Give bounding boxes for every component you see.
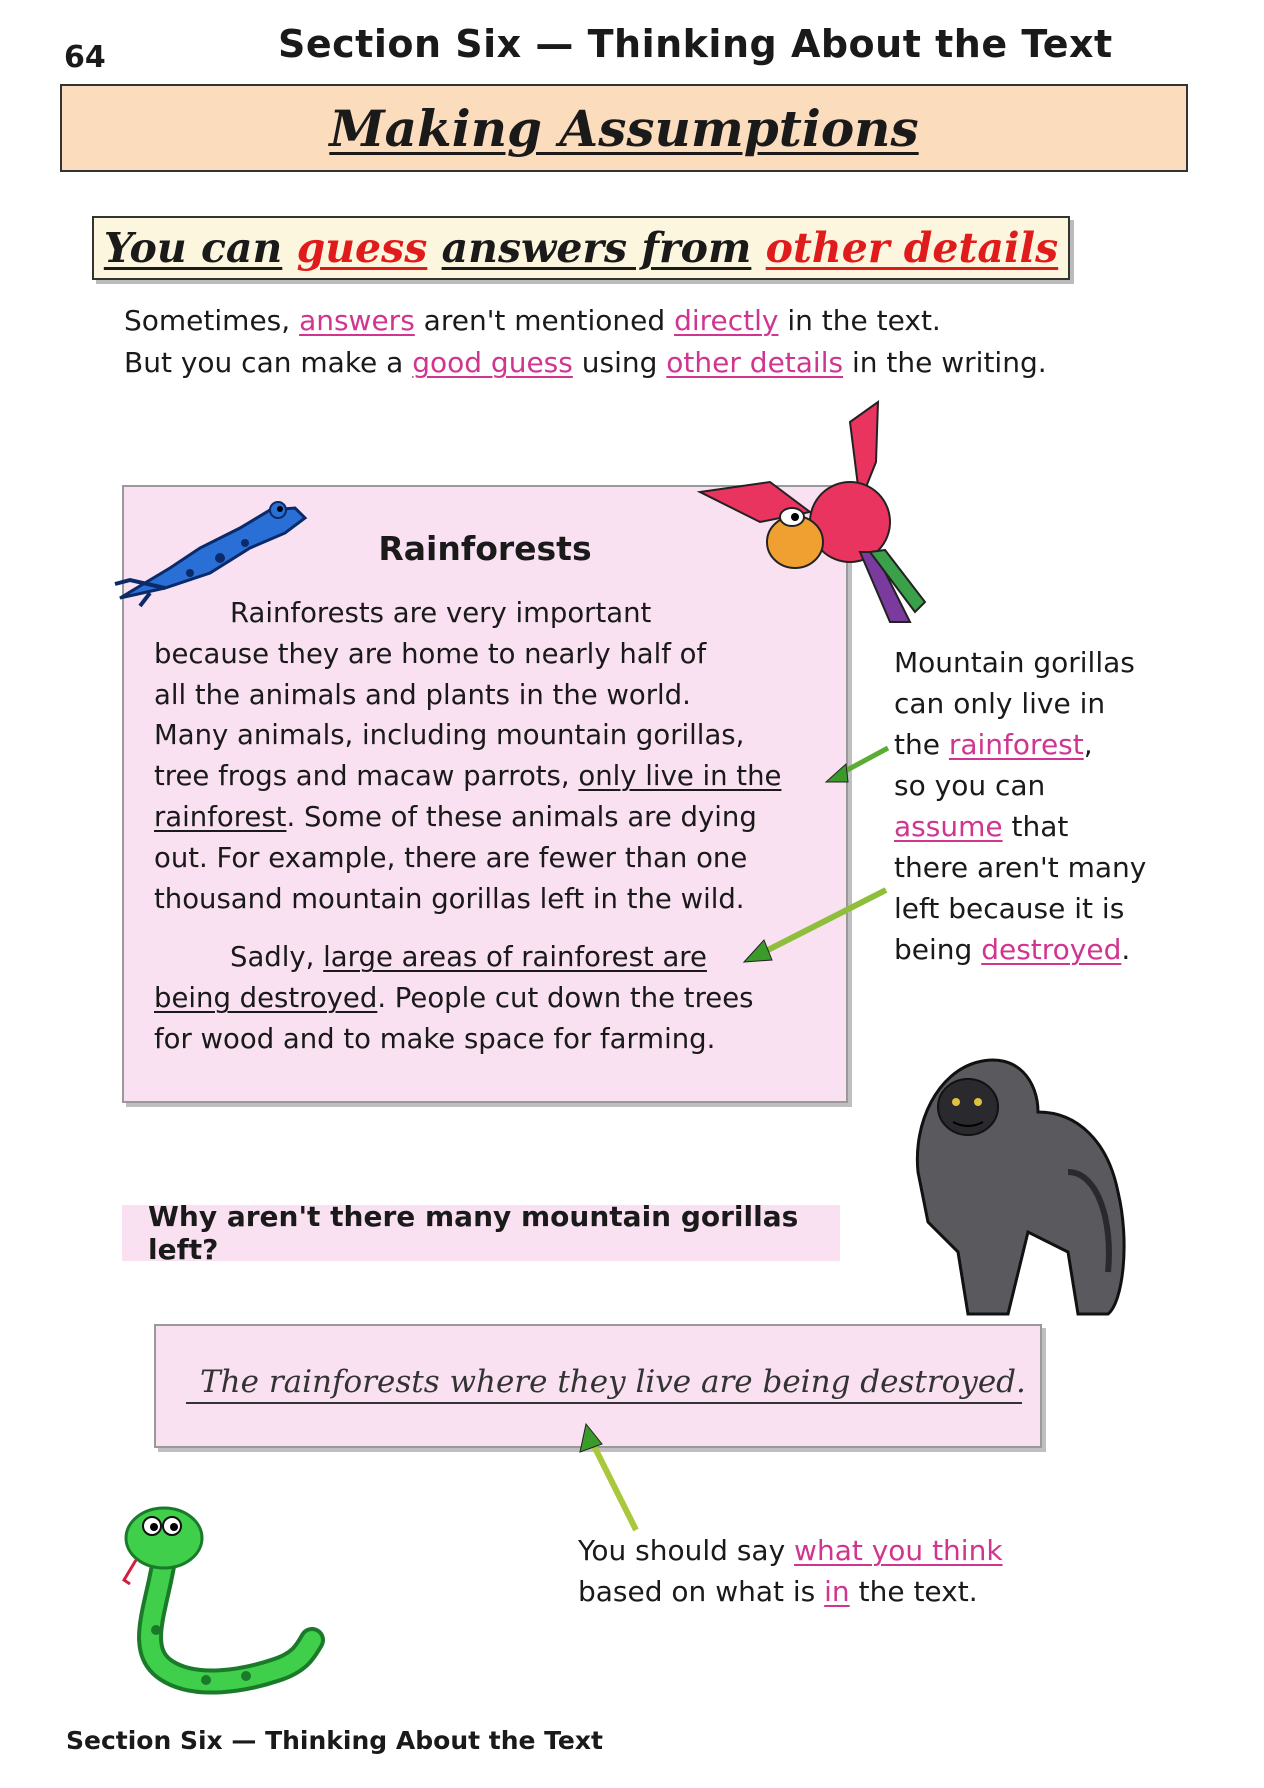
snake-illustration <box>116 1500 336 1700</box>
side-note-line: can only live in <box>894 687 1106 720</box>
key-phrase: rainforest <box>154 800 287 833</box>
side-note-line: left because it is <box>894 892 1125 925</box>
page-header: Section Six — Thinking About the Text <box>278 22 1113 66</box>
passage-line: because they are home to nearly half of <box>154 637 707 670</box>
passage-line: thousand mountain gorillas left in the wild. <box>154 882 745 915</box>
text: Sometimes, <box>124 304 300 337</box>
text: in the writing. <box>843 346 1047 379</box>
text: , <box>1083 728 1093 761</box>
highlight: other details <box>666 346 844 379</box>
passage-line: for wood and to make space for farming. <box>154 1022 716 1055</box>
side-note-line: so you can <box>894 769 1046 802</box>
page-number: 64 <box>64 40 106 75</box>
passage-line: out. For example, there are fewer than one <box>154 841 748 874</box>
text: based on what is <box>578 1575 825 1608</box>
text: But you can make a <box>124 346 413 379</box>
highlight: good guess <box>412 346 573 379</box>
key-phrase: being destroyed <box>154 982 378 1015</box>
subheading-highlight: other details <box>765 224 1059 272</box>
text: in the text. <box>778 304 941 337</box>
passage-line: all the animals and plants in the world. <box>154 678 691 711</box>
text: being <box>894 933 982 966</box>
text: You should say <box>578 1534 795 1567</box>
side-note-line: Mountain gorillas <box>894 646 1135 679</box>
key-phrase: large areas of rainforest are <box>323 941 707 974</box>
highlight: rainforest <box>948 728 1084 761</box>
answer-text: The rainforests where they live are being destroyed. <box>186 1364 1022 1404</box>
passage-line: Rainforests are very important <box>230 597 652 629</box>
subheading-highlight: guess <box>296 224 428 272</box>
highlight: destroyed <box>981 933 1122 966</box>
text: . <box>1121 933 1131 966</box>
highlight: in <box>824 1575 850 1608</box>
page-footer: Section Six — Thinking About the Text <box>66 1726 603 1755</box>
frog-illustration <box>110 488 310 608</box>
key-phrase: only live in the <box>578 760 782 793</box>
subheading-part: You can <box>103 224 283 272</box>
page-title: Making Assumptions <box>329 98 919 158</box>
highlight: answers <box>299 304 415 337</box>
text: . People cut down the trees <box>377 982 754 1015</box>
highlight: what you think <box>794 1534 1003 1567</box>
highlight: directly <box>674 304 779 337</box>
question-text: Why aren't there many mountain gorillas left? <box>148 1200 799 1266</box>
side-note-line: there aren't many <box>894 851 1147 884</box>
text: Sadly, <box>230 941 324 974</box>
subheading-part: answers from <box>441 224 752 272</box>
text: the text. <box>849 1575 978 1608</box>
passage-title: Rainforests <box>378 529 592 568</box>
text: aren't mentioned <box>414 304 675 337</box>
highlight: assume <box>894 810 1003 843</box>
text: . Some of these animals are dying <box>286 800 757 833</box>
passage-line: Many animals, including mountain gorillas, <box>154 719 745 752</box>
text: using <box>572 346 667 379</box>
text: tree frogs and macaw parrots, <box>154 760 579 793</box>
gorilla-illustration <box>908 1052 1148 1322</box>
text: that <box>1002 810 1069 843</box>
parrot-illustration <box>700 402 940 628</box>
text: the <box>894 728 949 761</box>
